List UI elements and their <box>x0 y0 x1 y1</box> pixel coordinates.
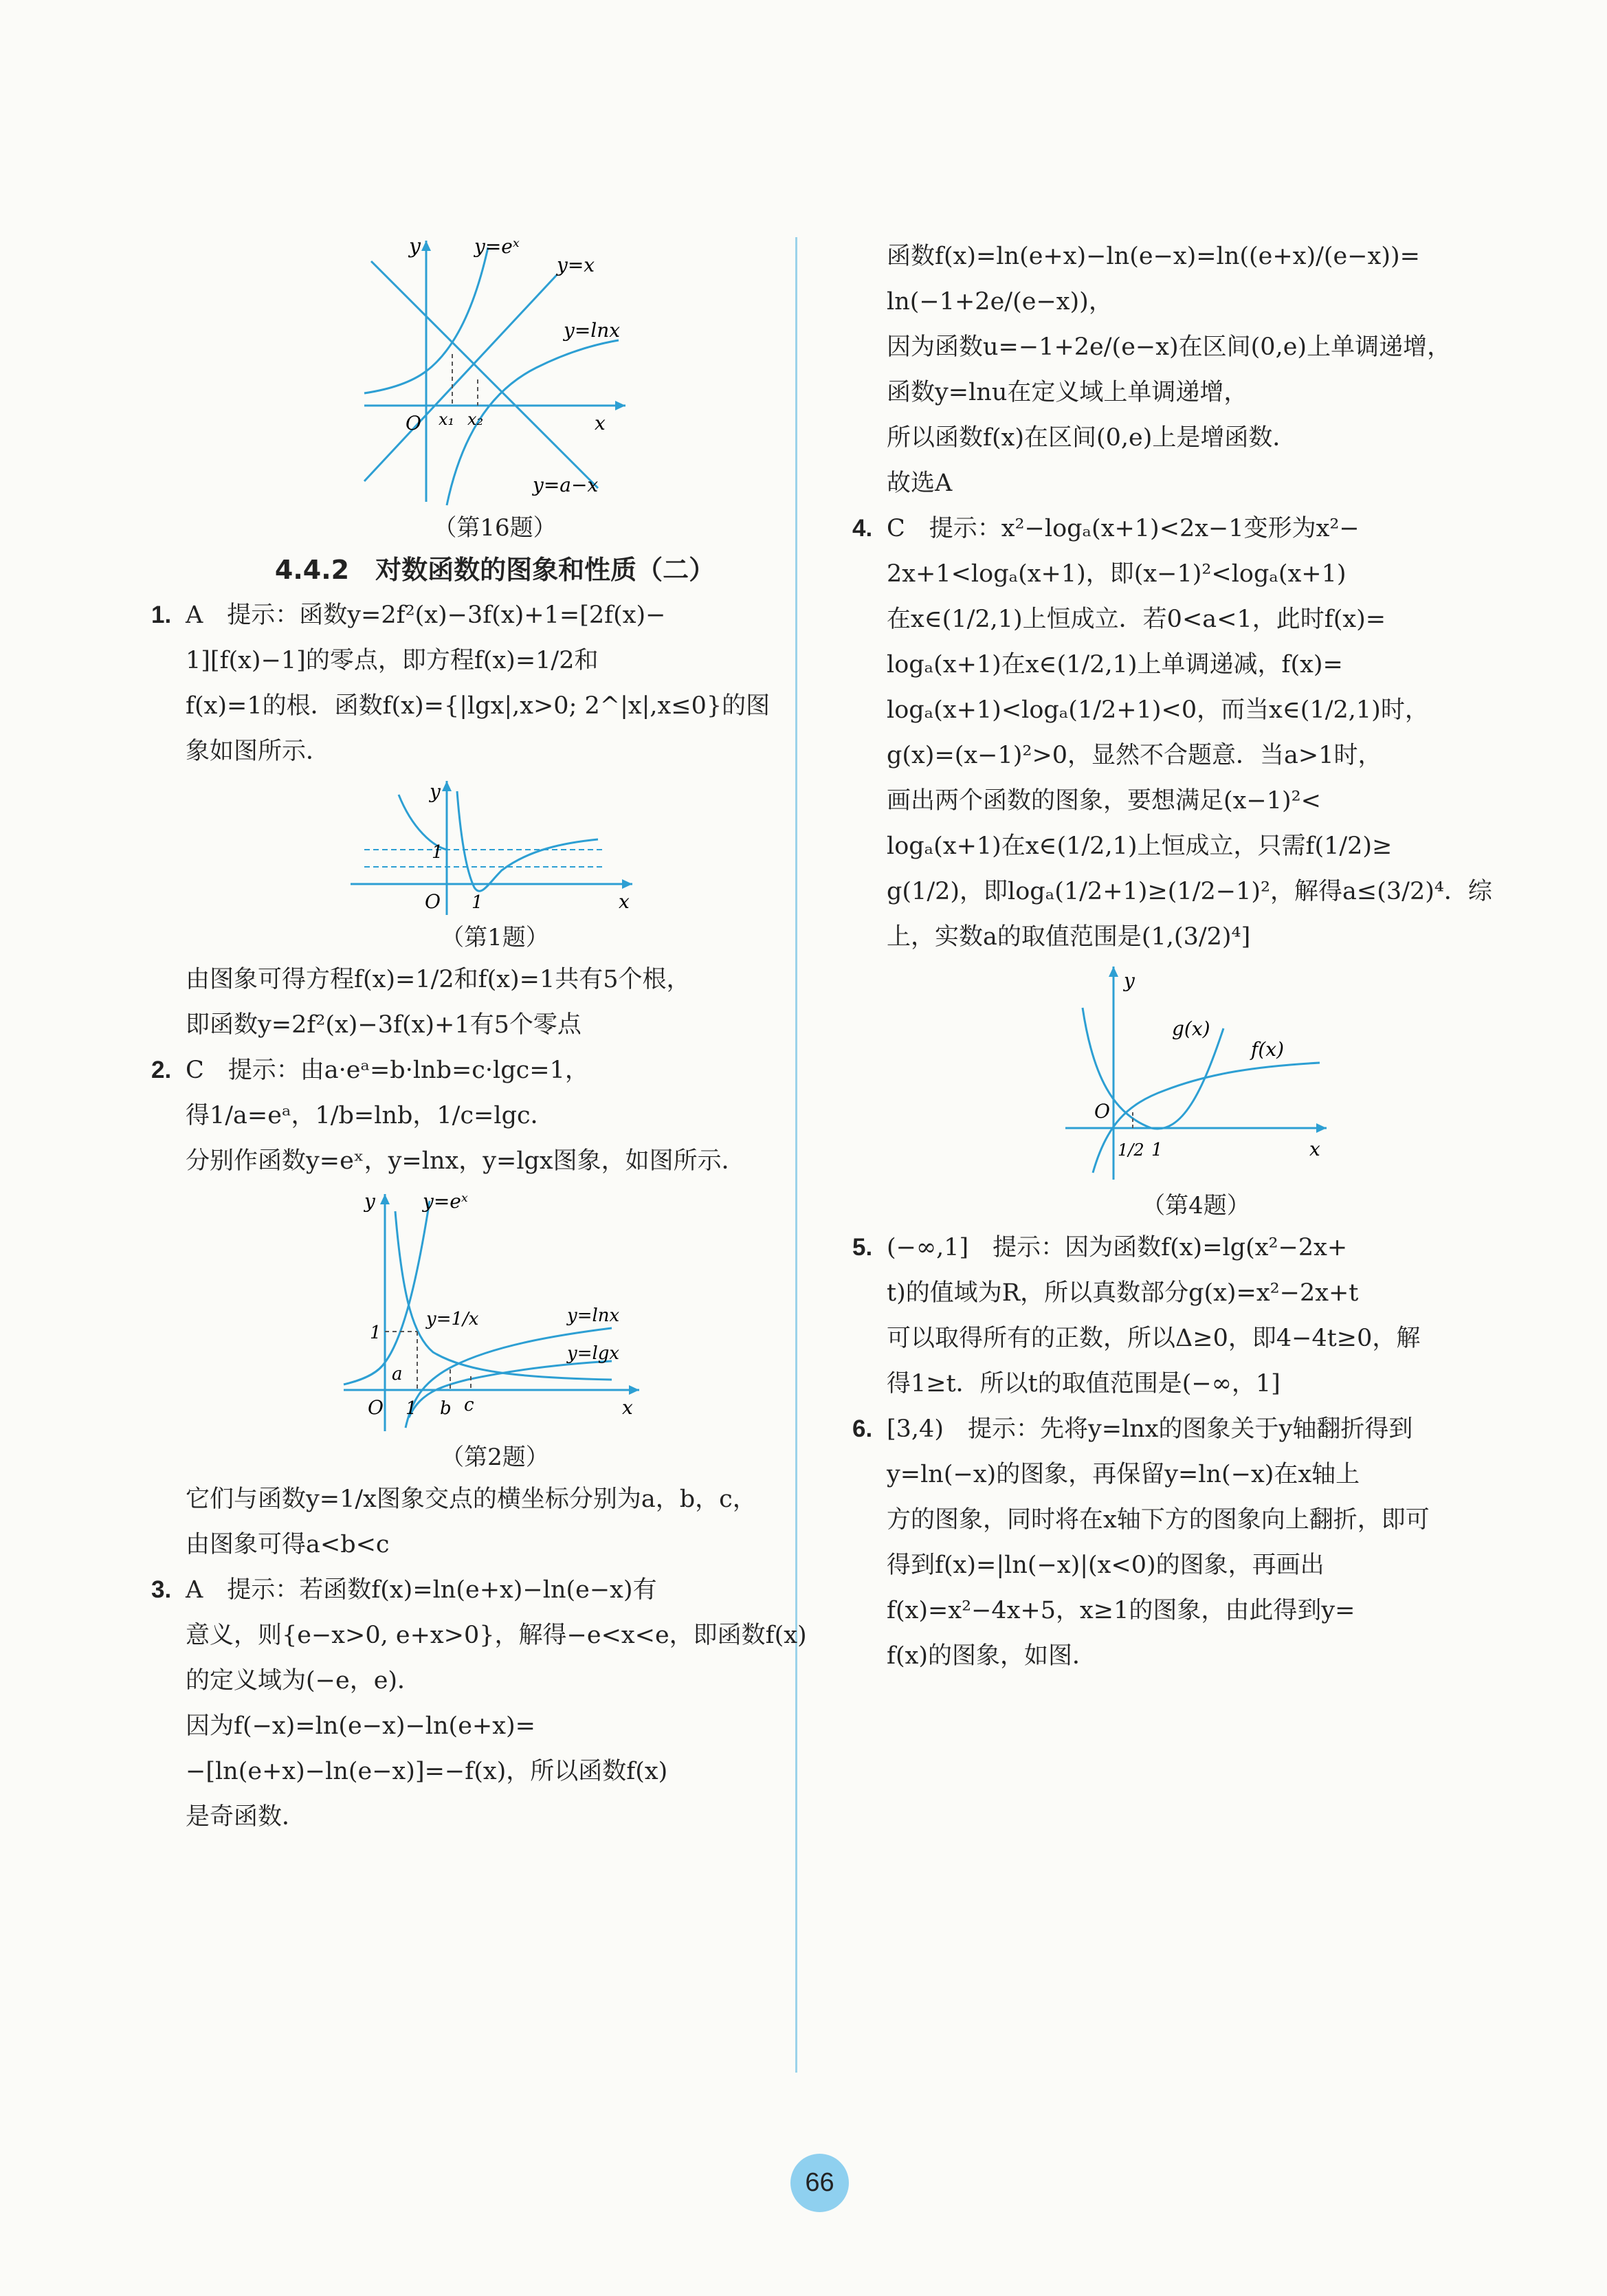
fig2-label-x: x <box>622 1396 633 1419</box>
q6-line-1: [3,4) 提示：先将y=lnx的图象关于y轴翻折得到 <box>887 1415 1413 1443</box>
q1-line-1: A 提示：函数y=2f²(x)−3f(x)+1=[2f(x)− <box>186 601 666 629</box>
q6-line-3: 方的图象，同时将在x轴下方的图象向上翻折，即可 <box>887 1506 1430 1534</box>
fig16-label-x: x <box>595 412 606 434</box>
fig1-label-one: 1 <box>432 842 443 863</box>
fig16-label-yx: y=x <box>557 254 595 276</box>
question-3-continued <box>852 234 1540 506</box>
q3-line-1: A 提示：若函数f(x)=ln(e+x)−ln(e−x)有 <box>186 1576 657 1604</box>
q4-line-7: 画出两个函数的图象，要想满足(x−1)²< <box>887 787 1322 815</box>
q4-line-1: C 提示：x²−logₐ(x+1)<2x−1变形为x²− <box>887 515 1360 542</box>
q4-line-4: logₐ(x+1)在x∈(1/2,1)上单调递减，f(x)= <box>887 651 1343 678</box>
fig2-label-c: c <box>464 1395 474 1415</box>
fig1-label-o: O <box>425 890 441 913</box>
fig2-label-b: b <box>440 1398 452 1419</box>
fig2-label-ylnx: y=lnx <box>567 1305 620 1326</box>
q3c-line-3: 因为函数u=−1+2e/(e−x)在区间(0,e)上单调递增， <box>887 333 1452 361</box>
page-number: 66 <box>790 2154 849 2212</box>
q6-line-5: f(x)=x²−4x+5，x≥1的图象，由此得到y= <box>887 1597 1355 1624</box>
question-1-number: 1. <box>151 601 172 628</box>
q4-line-6: g(x)=(x−1)²>0，显然不合题意．当a>1时， <box>887 742 1382 769</box>
q6-line-6: f(x)的图象，如图． <box>887 1642 1097 1670</box>
q4-line-5: logₐ(x+1)<logₐ(1/2+1)<0，而当x∈(1/2,1)时， <box>887 696 1429 724</box>
fig2-label-y: y <box>364 1190 375 1213</box>
q6-line-2: y=ln(−x)的图象，再保留y=ln(−x)在x轴上 <box>887 1461 1360 1488</box>
fig1-label-y: y <box>430 780 441 803</box>
fig16-label-ylnx: y=lnx <box>564 319 621 342</box>
right-column <box>852 234 1540 1679</box>
q3-line-6: 是奇函数． <box>186 1803 307 1831</box>
q4-line-2: 2x+1<logₐ(x+1)，即(x−1)²<logₐ(x+1) <box>887 560 1346 588</box>
q2b-line-1: 它们与函数y=1/x图象交点的横坐标分别为a，b，c， <box>186 1486 757 1513</box>
fig16-label-x1: x₁ <box>439 410 455 429</box>
q3c-line-6: 故选A <box>887 470 953 497</box>
fig2-label-onex: 1 <box>406 1398 417 1419</box>
q1b-line-2: 即函数y=2f²(x)−3f(x)+1有5个零点 <box>186 1011 581 1039</box>
question-2-continued <box>151 1477 839 1567</box>
q3-line-3: 的定义域为(−e，e)． <box>186 1667 422 1695</box>
q2-line-2: 得1/a=eᵃ，1/b=lnb，1/c=lgc． <box>186 1102 555 1129</box>
q2-line-1: C 提示：由a·eᵃ=b·lnb=c·lgc=1， <box>186 1057 589 1084</box>
fig4-label-o: O <box>1094 1100 1110 1123</box>
fig4-label-fx: f(x) <box>1251 1038 1285 1061</box>
fig16-label-x2: x₂ <box>467 410 484 429</box>
fig2-label-y1x: y=1/x <box>426 1309 479 1329</box>
figure-2 <box>337 1184 653 1438</box>
q6-line-4: 得到f(x)=|ln(−x)|(x<0)的图象，再画出 <box>887 1552 1325 1579</box>
question-1 <box>151 593 839 774</box>
q3-line-2: 意义，则{e−x>0, e+x>0}，解得−e<x<e，即函数f(x) <box>186 1622 807 1649</box>
q2b-line-2: 由图象可得a<b<c <box>186 1531 390 1558</box>
fig16-label-y: y <box>409 234 421 258</box>
figure-2-caption: （第2题） <box>441 1444 549 1471</box>
question-6-number: 6. <box>852 1415 873 1442</box>
fig16-label-yex: y=eˣ <box>474 235 520 258</box>
question-5-number: 5. <box>852 1234 873 1261</box>
q1-line-3: f(x)=1的根．函数f(x)={|lgx|,x>0; 2^|x|,x≤0}的图 <box>186 692 771 720</box>
fig4-label-half: 1/2 <box>1118 1140 1144 1160</box>
q5-line-4: 得1≥t．所以t的取值范围是(−∞，1] <box>887 1370 1281 1398</box>
q5-line-2: t)的值域为R，所以真数部分g(x)=x²−2x+t <box>887 1279 1359 1307</box>
fig4-label-y: y <box>1124 969 1135 992</box>
fig16-label-yax: y=a−x <box>533 474 599 496</box>
q3c-line-1: 函数f(x)=ln(e+x)−ln(e−x)=ln((e+x)/(e−x))= <box>887 243 1420 270</box>
q3-line-5: −[ln(e+x)−ln(e−x)]=−f(x)，所以函数f(x) <box>186 1758 668 1785</box>
figure-4 <box>1052 960 1340 1186</box>
q3c-line-2: ln(−1+2e/(e−x))， <box>887 288 1113 316</box>
fig1-label-onex: 1 <box>472 892 483 913</box>
q1b-line-1: 由图象可得方程f(x)=1/2和f(x)=1共有5个根， <box>186 966 691 993</box>
q4-line-8: logₐ(x+1)在x∈(1/2,1)上恒成立，只需f(1/2)≥ <box>887 832 1393 860</box>
left-column <box>151 234 839 1840</box>
q3-line-4: 因为f(−x)=ln(e−x)−ln(e+x)= <box>186 1712 535 1740</box>
question-2-number: 2. <box>151 1057 172 1083</box>
q4-line-10: 上，实数a的取值范围是(1,(3/2)⁴] <box>887 923 1251 951</box>
section-heading: 4.4.2 对数函数的图象和性质（二） <box>274 555 716 585</box>
q1-line-2: 1][f(x)−1]的零点，即方程f(x)=1/2和 <box>186 647 599 674</box>
q4-line-9: g(1/2)，即logₐ(1/2+1)≥(1/2−1)²，解得a≤(3/2)⁴．综 <box>887 878 1492 905</box>
fig2-label-one: 1 <box>370 1323 381 1343</box>
q3c-line-4: 函数y=lnu在定义域上单调递增， <box>887 379 1248 406</box>
question-4-number: 4. <box>852 515 873 542</box>
fig4-label-gx: g(x) <box>1172 1017 1210 1040</box>
q4-line-3: 在x∈(1/2,1)上恒成立．若0<a<1，此时f(x)= <box>887 606 1386 633</box>
fig16-label-o: O <box>406 412 421 434</box>
q3c-line-5: 所以函数f(x)在区间(0,e)上是增函数． <box>887 424 1297 452</box>
fig2-label-ylgx: y=lgx <box>567 1343 620 1364</box>
fig4-label-one: 1 <box>1151 1140 1163 1160</box>
figure-1-caption: （第1题） <box>441 924 549 951</box>
fig1-label-x: x <box>619 890 630 913</box>
figure-1 <box>344 774 646 918</box>
question-6 <box>852 1406 1540 1679</box>
fig4-label-x: x <box>1309 1138 1320 1160</box>
fig2-label-o: O <box>368 1396 384 1419</box>
question-1-continued <box>151 957 839 1048</box>
q5-line-1: (−∞,1] 提示：因为函数f(x)=lg(x²−2x+ <box>887 1234 1348 1261</box>
question-3-number: 3. <box>151 1576 172 1603</box>
q5-line-3: 可以取得所有的正数，所以Δ≥0，即4−4t≥0，解 <box>887 1325 1421 1352</box>
q1-line-4: 象如图所示． <box>186 738 331 765</box>
question-3 <box>151 1567 839 1840</box>
figure-16-caption: （第16题） <box>433 514 557 542</box>
q2-line-3: 分别作函数y=eˣ，y=lnx，y=lgx图象，如图所示． <box>186 1147 746 1175</box>
question-4 <box>852 506 1540 960</box>
fig2-label-yex: y=eˣ <box>423 1190 468 1213</box>
question-2 <box>151 1048 839 1184</box>
question-5 <box>852 1225 1540 1406</box>
figure-16 <box>351 234 639 509</box>
fig2-label-a: a <box>392 1364 403 1384</box>
figure-4-caption: （第4题） <box>1142 1192 1250 1219</box>
